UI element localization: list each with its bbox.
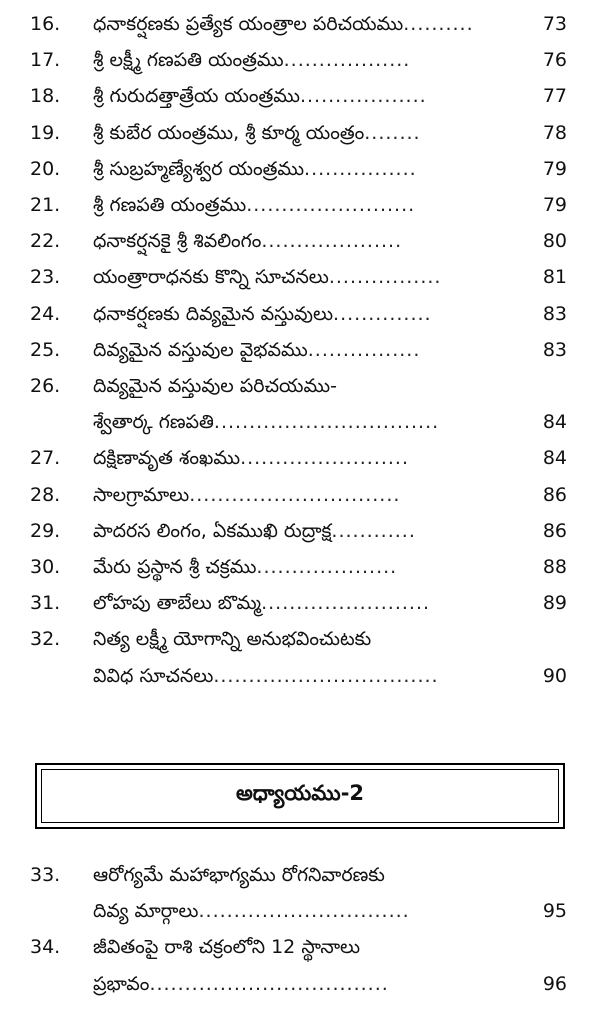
entry-title — [93, 187, 415, 223]
dot-leader: ................ — [328, 266, 442, 289]
entry-number: 18. — [30, 85, 61, 108]
toc-entry-row — [0, 42, 600, 78]
entry-title-text: నిత్య లక్ష్మీ యోగాన్ని అనుభవించుటకు — [93, 628, 372, 651]
entry-number: 30. — [30, 556, 61, 578]
entry-title — [93, 857, 385, 893]
entry-number: 32. — [30, 628, 61, 651]
toc-entry-row — [0, 857, 600, 893]
entry-title — [93, 549, 397, 585]
entry-title-text: ఆరోగ్యమే మహాభాగ్యము రోగనివారణకు — [93, 864, 385, 886]
toc-entry-row — [0, 151, 600, 187]
dot-leader: .................. — [283, 49, 411, 72]
page-number: 95 — [542, 900, 567, 923]
toc-entry-row — [0, 585, 600, 621]
toc-entry-row — [0, 332, 600, 368]
dot-leader: .............................. — [198, 900, 410, 923]
toc-entry-row — [0, 621, 600, 657]
entry-title — [93, 332, 420, 368]
dot-leader: .............................. — [189, 483, 401, 506]
entry-title-text: వివిధ సూచనలు — [93, 664, 214, 687]
dot-leader: ................ — [304, 157, 417, 180]
entry-title-text: ప్రభావం — [93, 972, 150, 995]
dot-leader: ........................ — [240, 447, 410, 470]
dot-leader: ................................ — [213, 411, 440, 434]
page-number: 83 — [542, 338, 567, 361]
page-number: 90 — [542, 664, 567, 687]
toc-entry-row — [0, 549, 600, 585]
entry-title-text: ధనాకర్షణకు ప్రత్యేక యంత్రాల పరిచయము — [93, 13, 404, 35]
entry-title — [93, 259, 441, 295]
page-number: 83 — [542, 302, 567, 325]
page-number: 76 — [542, 49, 567, 72]
page-number: 84 — [542, 447, 567, 470]
entry-number: 27. — [30, 447, 61, 470]
dot-leader: ................ — [307, 338, 421, 361]
entry-title-text: దివ్య మార్గాలు — [93, 900, 199, 923]
entry-title-text: జీవితంపై రాశి చక్రంలోని 12 స్థానాలు — [93, 936, 361, 959]
entry-number: 29. — [30, 519, 61, 542]
page-number: 79 — [542, 194, 567, 216]
entry-number: 22. — [30, 230, 61, 253]
entry-title-text: శ్వేతార్క గణపతి — [93, 411, 214, 434]
entry-title — [93, 42, 410, 78]
entry-title — [93, 404, 439, 440]
page-number: 96 — [542, 972, 567, 995]
entry-number: 19. — [30, 121, 61, 144]
entry-title-text: సాలగ్రామాలు — [93, 483, 190, 506]
toc-entry-row — [0, 368, 600, 404]
page-number: 77 — [542, 85, 567, 108]
entry-title — [93, 585, 430, 621]
toc-entry-row — [0, 658, 600, 694]
dot-leader: .................... — [256, 556, 398, 578]
toc-entry-row — [0, 259, 600, 295]
entry-title — [93, 6, 474, 42]
entry-title-text: దివ్యమైన వస్తువుల పరిచయము- — [93, 375, 337, 397]
page-number: 80 — [542, 230, 567, 253]
entry-title — [93, 477, 400, 513]
entry-title-text: దివ్యమైన వస్తువుల వైభవము — [93, 338, 308, 361]
entry-number: 31. — [30, 592, 61, 615]
page-number: 89 — [542, 592, 567, 615]
page-number: 86 — [542, 483, 567, 506]
dot-leader: .......... — [403, 13, 474, 35]
dot-leader: ........................ — [246, 194, 416, 216]
entry-title-text: లోహపు తాబేలు బొమ్మ — [93, 592, 262, 615]
entry-title-text: ధనాకర్షనకై శ్రీ శివలింగం — [93, 230, 262, 253]
entry-title-text: శ్రీ కుబేర యంత్రము, శ్రీ కూర్మ యంత్రం — [93, 121, 365, 144]
entry-number: 24. — [30, 302, 61, 325]
entry-number: 26. — [30, 375, 61, 397]
dot-leader: ........................ — [261, 592, 431, 615]
page-number: 88 — [542, 556, 567, 578]
entry-title-text: ధనాకర్షణకు దివ్యమైన వస్తువులు — [93, 302, 334, 325]
entry-title — [93, 223, 402, 259]
toc-entry-row — [0, 296, 600, 332]
entry-title-text: శ్రీ గణపతి యంత్రము — [93, 194, 247, 216]
entry-number: 17. — [30, 49, 61, 72]
entry-title-text: శ్రీ సుబ్రహ్మణ్యేశ్వర యంత్రము — [93, 157, 305, 180]
toc-entry-row — [0, 187, 600, 223]
entry-number: 28. — [30, 483, 61, 506]
toc-entry-row — [0, 513, 600, 549]
entry-title-text: మేరు ప్రస్థాన శ్రీ చక్రము — [93, 556, 257, 578]
toc-entry-row — [0, 893, 600, 929]
entry-title — [93, 78, 427, 114]
entry-title — [93, 151, 417, 187]
entry-number: 20. — [30, 157, 61, 180]
entry-title — [93, 368, 337, 404]
entry-title-text: దక్షిణావృత శంఖము — [93, 447, 241, 470]
dot-leader: .................. — [299, 85, 427, 108]
entry-title-text: యంత్రారాధనకు కొన్ని సూచనలు — [93, 266, 329, 289]
toc-entry-row — [0, 6, 600, 42]
dot-leader: ............ — [331, 519, 416, 542]
page-number: 81 — [542, 266, 567, 289]
dot-leader: ................................ — [213, 664, 439, 687]
toc-entry-row — [0, 966, 600, 1002]
dot-leader: .............. — [333, 302, 432, 325]
dot-leader: .................................. — [149, 972, 389, 995]
entry-title — [93, 621, 371, 657]
entry-title — [93, 929, 360, 965]
toc-entry-row — [0, 78, 600, 114]
entry-title — [93, 115, 421, 151]
entry-title-text: శ్రీ గురుదత్తాత్రేయ యంత్రము — [93, 85, 300, 108]
toc-entry-row — [0, 929, 600, 965]
entry-title-text: పాదరస లింగం, ఏకముఖి రుద్రాక్ష — [93, 519, 332, 542]
page-number: 78 — [542, 121, 567, 144]
toc-entry-row — [0, 477, 600, 513]
toc-entry-row — [0, 440, 600, 476]
entry-number: 34. — [30, 936, 61, 959]
chapter-heading-box — [35, 763, 565, 829]
entry-number: 16. — [30, 13, 61, 35]
entry-number: 21. — [30, 194, 61, 216]
entry-title — [93, 296, 432, 332]
entry-title — [93, 440, 409, 476]
entry-number: 33. — [30, 864, 61, 886]
entry-number: 25. — [30, 338, 61, 361]
toc-entry-row — [0, 404, 600, 440]
entry-number: 23. — [30, 266, 61, 289]
dot-leader: ........ — [364, 121, 421, 144]
page-number: 86 — [542, 519, 567, 542]
page-number: 73 — [542, 13, 567, 35]
page-number: 79 — [542, 157, 567, 180]
toc-entry-row — [0, 115, 600, 151]
entry-title — [93, 513, 416, 549]
entry-title-text: శ్రీ లక్ష్మీ గణపతి యంత్రము — [93, 49, 284, 72]
entry-title — [93, 658, 439, 694]
entry-title — [93, 966, 389, 1002]
page-number: 84 — [542, 411, 567, 434]
dot-leader: .................... — [261, 230, 403, 253]
toc-entry-row — [0, 223, 600, 259]
chapter-heading: అధ్యాయము-2 — [41, 769, 559, 823]
entry-title — [93, 893, 410, 929]
